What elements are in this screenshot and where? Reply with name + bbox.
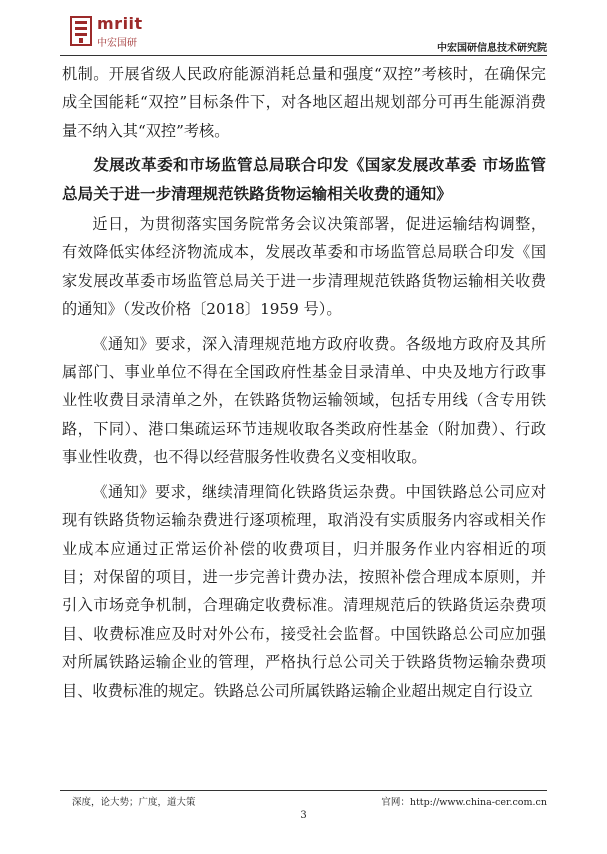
paragraph-1: 机制。开展省级人民政府能源消耗总量和强度“双控”考核时，在确保完成全国能耗“双控”目标条件下，对各地区超出规划部分可再生能源消费量不纳入其“双控”考核。 [62,65,546,140]
footer-slogan: 深度，论大势；广度，道大策 [72,797,196,808]
page-content [62,60,546,705]
paragraph-2: 近日，为贯彻落实国务院常务会议决策部署，促进运输结构调整，有效降低实体经济物流成本，发展改革委和市场监管总局联合印发《国家发展改革委市场监管总局关于进一步清理规范铁路货物运输相关收费的通知》（发改价格〔2018〕1959 号）。 [62,215,546,319]
page-number: 3 [300,810,307,821]
footer-website: 官网：http://www.china-cer.com.cn [381,797,547,808]
page-header [60,12,547,54]
paragraph-4: 《通知》要求，继续清理简化铁路货运杂费。中国铁路总公司应对现有铁路货物运输杂费进行逐项梳理，取消没有实质服务内容或相关作业成本应通过正常运价补偿的收费项目，归并服务作业内容相近的项目；对保留的项目，进一步完善计费办法，按照补偿合理成本原则，并引入市场竞争机制，合理确定收费标准。清理规范后的铁路货运杂费项目、收费标准应及时对外公布，接受社会监督。中国铁路总公司应加强对所属铁路运输企业的管理，严格执行总公司关于铁路货物运输杂费项目、收费标准的规定。铁路总公司所属铁路运输企业超出规定自行设立 [62,482,546,700]
mriit-logo [70,14,160,50]
logo-mark-icon [70,16,92,46]
paragraph-3: 《通知》要求，深入清理规范地方政府收费。各级地方政府及其所属部门、事业单位不得在全国政府性基金目录清单、中央及地方行政事业性收费目录清单之外，在铁路货物运输领域，包括专用线（含专用铁路，下同）、港口集疏运环节违规收取各类政府性基金（附加费）、行政事业性收费，也不得以经营服务性收费名义变相收取。 [62,334,546,467]
logo-subtext: 中宏国研 [97,38,137,49]
header-divider [60,55,547,56]
section-heading: 发展改革委和市场监管总局联合印发《国家发展改革委 市场监管总局关于进一步清理规范铁路货物运输相关收费的通知》 [62,155,546,203]
header-org-name: 中宏国研信息技术研究院 [437,43,547,54]
logo-text: mriit [97,14,143,33]
footer-divider [60,790,547,791]
